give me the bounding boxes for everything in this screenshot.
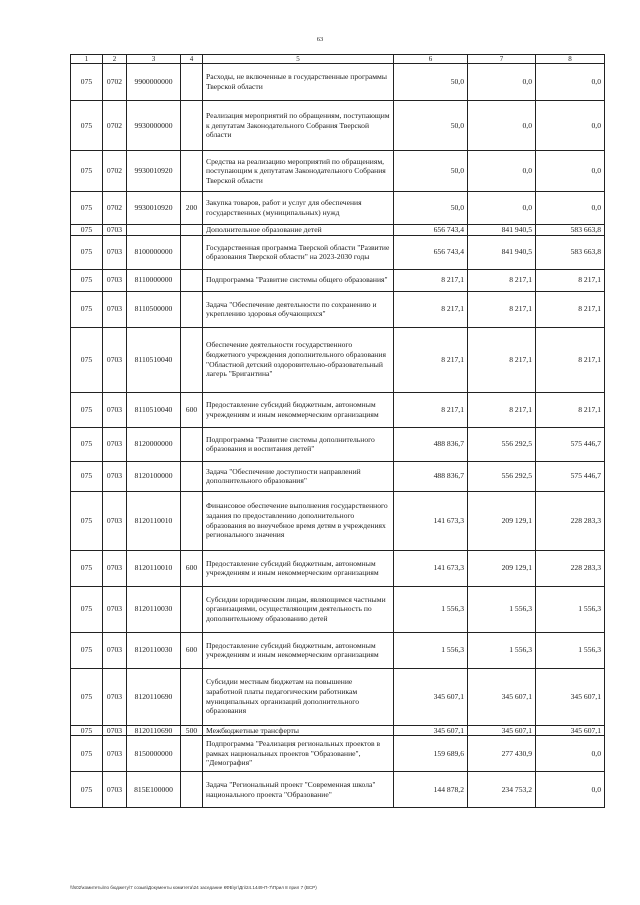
col-expense-type: 600 <box>181 550 203 586</box>
col-section-code: 0703 <box>103 461 127 491</box>
col-year-3-amount: 575 446,7 <box>536 461 605 491</box>
col-name: Субсидии юридическим лицам, являющимся частными организациями, осуществляющим деятельность по дополнительному образованию детей <box>203 586 394 632</box>
table-row <box>71 427 605 461</box>
col-ministry-code: 075 <box>71 725 103 736</box>
col-year-3-amount: 0,0 <box>536 772 605 808</box>
col-target-article: 8110000000 <box>127 269 181 291</box>
col-ministry-code: 075 <box>71 192 103 225</box>
col-target-article: 8120000000 <box>127 427 181 461</box>
col-target-article: 8120110010 <box>127 491 181 550</box>
col-section-code: 0703 <box>103 269 127 291</box>
col-year-1-amount: 8 217,1 <box>394 392 468 427</box>
col-target-article: 8120110010 <box>127 550 181 586</box>
col-year-2-amount: 277 430,9 <box>468 736 536 772</box>
col-year-2-amount: 209 129,1 <box>468 550 536 586</box>
col-year-3-amount: 345 607,1 <box>536 668 605 725</box>
col-year-3-amount: 0,0 <box>536 64 605 101</box>
col-year-2-amount: 1 556,3 <box>468 586 536 632</box>
file-path-footer: \\fs02\комитеты\по бюджету\7 созыв\Документы комитета\24 заседание КФБ\уг\Дп\24.1449-П-7\Прил 8 прил 7 (ВСР) <box>70 885 317 890</box>
col-ministry-code: 075 <box>71 427 103 461</box>
col-year-1-amount: 144 878,2 <box>394 772 468 808</box>
col-expense-type <box>181 461 203 491</box>
table-body <box>71 55 605 808</box>
col-year-1-amount: 141 673,3 <box>394 491 468 550</box>
col-name: Реализация мероприятий по обращениям, поступающим к депутатам Законодательного Собрания Тверской области <box>203 101 394 151</box>
table-row <box>71 192 605 225</box>
col-expense-type: 200 <box>181 192 203 225</box>
col-year-1-amount: 656 743,4 <box>394 225 468 236</box>
col-name: Государственная программа Тверской области "Развитие образования Тверской области" на 2023-2030 годы <box>203 235 394 269</box>
col-section-code: 0703 <box>103 225 127 236</box>
col-expense-type <box>181 327 203 392</box>
col-section-code: 0703 <box>103 586 127 632</box>
budget-table <box>70 54 605 808</box>
col-ministry-code: 075 <box>71 101 103 151</box>
col-year-2-amount: 8 217,1 <box>468 269 536 291</box>
col-ministry-code: 075 <box>71 736 103 772</box>
col-target-article: 8110510040 <box>127 392 181 427</box>
col-ministry-code: 075 <box>71 269 103 291</box>
col-target-article: 8110510040 <box>127 327 181 392</box>
header-cell: 4 <box>181 55 203 64</box>
col-year-3-amount: 8 217,1 <box>536 392 605 427</box>
table-row <box>71 392 605 427</box>
page-number: 63 <box>316 36 324 43</box>
col-year-1-amount: 345 607,1 <box>394 725 468 736</box>
col-expense-type <box>181 491 203 550</box>
col-target-article: 8120100000 <box>127 461 181 491</box>
col-expense-type <box>181 668 203 725</box>
col-section-code: 0703 <box>103 668 127 725</box>
col-year-2-amount: 0,0 <box>468 151 536 192</box>
col-ministry-code: 075 <box>71 550 103 586</box>
col-target-article <box>127 225 181 236</box>
col-expense-type <box>181 291 203 327</box>
col-target-article: 8120110030 <box>127 586 181 632</box>
table-row <box>71 101 605 151</box>
col-name: Субсидии местным бюджетам на повышение заработной платы педагогическим работникам муниципальных организаций дополнительного образования <box>203 668 394 725</box>
col-name: Средства на реализацию мероприятий по обращениям, поступающим к депутатам Законодательного Собрания Тверской области <box>203 151 394 192</box>
col-year-1-amount: 8 217,1 <box>394 291 468 327</box>
col-ministry-code: 075 <box>71 586 103 632</box>
col-expense-type <box>181 225 203 236</box>
col-ministry-code: 075 <box>71 461 103 491</box>
col-year-3-amount: 228 283,3 <box>536 550 605 586</box>
col-section-code: 0703 <box>103 736 127 772</box>
col-year-2-amount: 556 292,5 <box>468 461 536 491</box>
col-year-2-amount: 556 292,5 <box>468 427 536 461</box>
col-target-article: 8100000000 <box>127 235 181 269</box>
col-year-2-amount: 841 940,5 <box>468 235 536 269</box>
col-year-2-amount: 8 217,1 <box>468 392 536 427</box>
table-row <box>71 668 605 725</box>
col-section-code: 0703 <box>103 550 127 586</box>
table-row <box>71 632 605 668</box>
col-year-3-amount: 228 283,3 <box>536 491 605 550</box>
col-name: Подпрограмма "Реализация региональных проектов в рамках национальных проектов "Образование", "Демография" <box>203 736 394 772</box>
col-target-article: 9930010920 <box>127 192 181 225</box>
table-row <box>71 291 605 327</box>
col-name: Предоставление субсидий бюджетным, автономным учреждениям и иным некоммерческим организациям <box>203 550 394 586</box>
col-ministry-code: 075 <box>71 235 103 269</box>
col-year-1-amount: 1 556,3 <box>394 586 468 632</box>
col-ministry-code: 075 <box>71 64 103 101</box>
col-year-3-amount: 0,0 <box>536 101 605 151</box>
table-row <box>71 586 605 632</box>
col-section-code: 0703 <box>103 491 127 550</box>
col-section-code: 0703 <box>103 632 127 668</box>
col-year-1-amount: 50,0 <box>394 64 468 101</box>
col-year-3-amount: 1 556,3 <box>536 586 605 632</box>
header-cell: 5 <box>203 55 394 64</box>
col-year-2-amount: 0,0 <box>468 64 536 101</box>
col-name: Предоставление субсидий бюджетным, автономным учреждениям и иным некоммерческим организациям <box>203 392 394 427</box>
col-target-article: 8120110690 <box>127 668 181 725</box>
header-cell: 7 <box>468 55 536 64</box>
col-name: Подпрограмма "Развитие системы общего образования" <box>203 269 394 291</box>
header-cell: 1 <box>71 55 103 64</box>
col-expense-type <box>181 586 203 632</box>
col-expense-type <box>181 64 203 101</box>
col-year-3-amount: 8 217,1 <box>536 269 605 291</box>
table-row <box>71 151 605 192</box>
col-name: Предоставление субсидий бюджетным, автономным учреждениям и иным некоммерческим организациям <box>203 632 394 668</box>
col-year-2-amount: 209 129,1 <box>468 491 536 550</box>
col-year-2-amount: 234 753,2 <box>468 772 536 808</box>
col-year-3-amount: 8 217,1 <box>536 291 605 327</box>
col-section-code: 0703 <box>103 725 127 736</box>
col-year-2-amount: 345 607,1 <box>468 725 536 736</box>
col-year-3-amount: 1 556,3 <box>536 632 605 668</box>
header-cell: 2 <box>103 55 127 64</box>
col-year-2-amount: 841 940,5 <box>468 225 536 236</box>
col-target-article: 8120110030 <box>127 632 181 668</box>
col-expense-type <box>181 101 203 151</box>
col-expense-type <box>181 269 203 291</box>
col-ministry-code: 075 <box>71 668 103 725</box>
col-year-3-amount: 0,0 <box>536 736 605 772</box>
col-year-1-amount: 345 607,1 <box>394 668 468 725</box>
col-section-code: 0703 <box>103 291 127 327</box>
col-target-article: 815E100000 <box>127 772 181 808</box>
table-row <box>71 491 605 550</box>
table-row <box>71 772 605 808</box>
col-name: Подпрограмма "Развитие системы дополнительного образования и воспитания детей" <box>203 427 394 461</box>
col-year-2-amount: 1 556,3 <box>468 632 536 668</box>
table-row <box>71 736 605 772</box>
col-section-code: 0703 <box>103 392 127 427</box>
col-expense-type <box>181 772 203 808</box>
header-row <box>71 55 605 64</box>
col-year-1-amount: 50,0 <box>394 192 468 225</box>
table-row <box>71 327 605 392</box>
col-year-1-amount: 488 836,7 <box>394 461 468 491</box>
col-target-article: 8150000000 <box>127 736 181 772</box>
col-section-code: 0703 <box>103 427 127 461</box>
col-year-1-amount: 656 743,4 <box>394 235 468 269</box>
col-ministry-code: 075 <box>71 392 103 427</box>
col-year-2-amount: 345 607,1 <box>468 668 536 725</box>
col-ministry-code: 075 <box>71 291 103 327</box>
col-ministry-code: 075 <box>71 772 103 808</box>
col-year-1-amount: 141 673,3 <box>394 550 468 586</box>
header-cell: 3 <box>127 55 181 64</box>
col-year-3-amount: 583 663,8 <box>536 235 605 269</box>
col-name: Межбюджетные трансферты <box>203 725 394 736</box>
col-section-code: 0703 <box>103 235 127 269</box>
col-target-article: 8120110690 <box>127 725 181 736</box>
col-year-3-amount: 8 217,1 <box>536 327 605 392</box>
col-section-code: 0702 <box>103 64 127 101</box>
col-year-1-amount: 159 689,6 <box>394 736 468 772</box>
header-cell: 8 <box>536 55 605 64</box>
col-year-2-amount: 8 217,1 <box>468 327 536 392</box>
col-name: Обеспечение деятельности государственного бюджетного учреждения дополнительного образования "Областной детский оздоровительно-образовательный лагерь "Бригантина" <box>203 327 394 392</box>
col-name: Дополнительное образование детей <box>203 225 394 236</box>
col-section-code: 0703 <box>103 772 127 808</box>
col-target-article: 9900000000 <box>127 64 181 101</box>
table-row <box>71 725 605 736</box>
col-target-article: 9930010920 <box>127 151 181 192</box>
col-ministry-code: 075 <box>71 491 103 550</box>
col-expense-type <box>181 427 203 461</box>
col-name: Расходы, не включенные в государственные программы Тверской области <box>203 64 394 101</box>
col-ministry-code: 075 <box>71 151 103 192</box>
col-year-1-amount: 8 217,1 <box>394 327 468 392</box>
col-year-3-amount: 345 607,1 <box>536 725 605 736</box>
col-year-3-amount: 583 663,8 <box>536 225 605 236</box>
table-row <box>71 225 605 236</box>
col-name: Финансовое обеспечение выполнения государственного задания по предоставлению дополнительного образования во внеучебное время детям в учреждениях регионального значения <box>203 491 394 550</box>
col-year-1-amount: 8 217,1 <box>394 269 468 291</box>
col-year-2-amount: 8 217,1 <box>468 291 536 327</box>
col-section-code: 0702 <box>103 151 127 192</box>
table-row <box>71 461 605 491</box>
col-year-1-amount: 50,0 <box>394 151 468 192</box>
col-expense-type: 600 <box>181 632 203 668</box>
col-section-code: 0703 <box>103 327 127 392</box>
col-expense-type <box>181 736 203 772</box>
col-name: Задача "Региональный проект "Современная школа" национального проекта "Образование" <box>203 772 394 808</box>
col-expense-type: 600 <box>181 392 203 427</box>
col-year-2-amount: 0,0 <box>468 101 536 151</box>
col-name: Задача "Обеспечение деятельности по сохранению и укреплению здоровья обучающихся" <box>203 291 394 327</box>
col-year-2-amount: 0,0 <box>468 192 536 225</box>
col-ministry-code: 075 <box>71 632 103 668</box>
col-year-3-amount: 0,0 <box>536 192 605 225</box>
col-year-1-amount: 488 836,7 <box>394 427 468 461</box>
table-row <box>71 235 605 269</box>
table-row <box>71 269 605 291</box>
col-ministry-code: 075 <box>71 327 103 392</box>
table-row <box>71 550 605 586</box>
col-year-3-amount: 575 446,7 <box>536 427 605 461</box>
col-expense-type <box>181 235 203 269</box>
col-year-1-amount: 50,0 <box>394 101 468 151</box>
table-row <box>71 64 605 101</box>
col-name: Закупка товаров, работ и услуг для обеспечения государственных (муниципальных) нужд <box>203 192 394 225</box>
col-target-article: 9930000000 <box>127 101 181 151</box>
col-expense-type: 500 <box>181 725 203 736</box>
col-expense-type <box>181 151 203 192</box>
col-section-code: 0702 <box>103 192 127 225</box>
col-target-article: 8110500000 <box>127 291 181 327</box>
col-year-3-amount: 0,0 <box>536 151 605 192</box>
col-name: Задача "Обеспечение доступности направлений дополнительного образования" <box>203 461 394 491</box>
col-ministry-code: 075 <box>71 225 103 236</box>
header-cell: 6 <box>394 55 468 64</box>
col-year-1-amount: 1 556,3 <box>394 632 468 668</box>
col-section-code: 0702 <box>103 101 127 151</box>
